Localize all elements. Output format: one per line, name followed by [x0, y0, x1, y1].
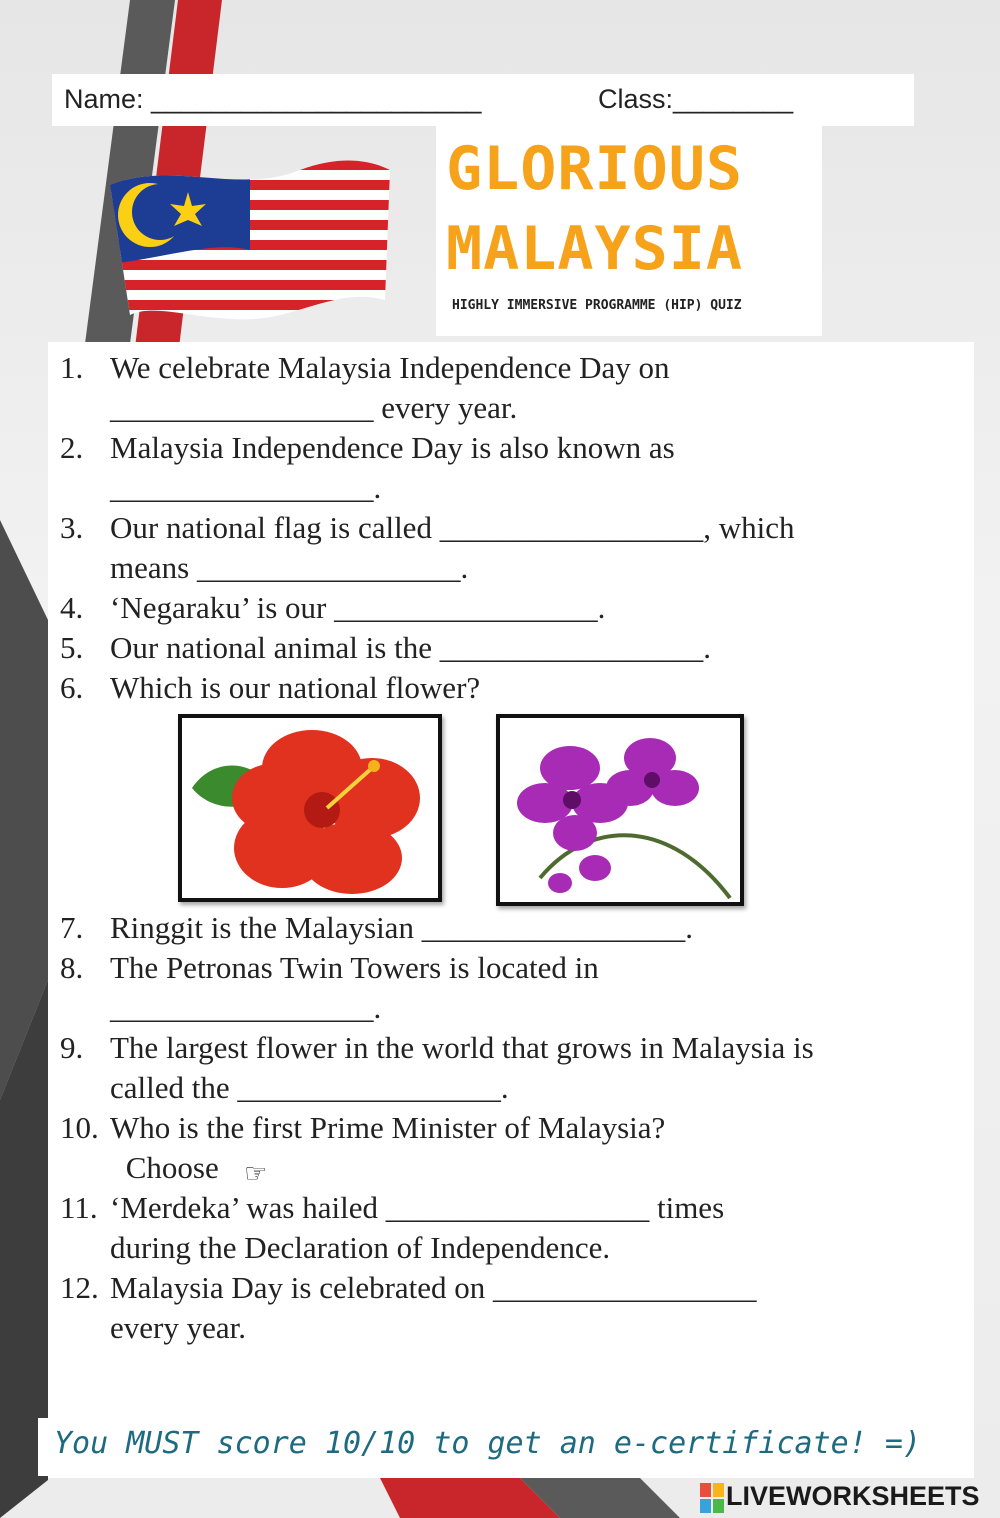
certificate-note	[38, 1418, 974, 1476]
question-text: Malaysia Independence Day is also known as	[110, 430, 675, 465]
malaysia-flag-icon	[100, 140, 400, 330]
question-number: 10.	[60, 1110, 99, 1145]
title-line-1: GLORIOUS	[446, 134, 743, 204]
question-text[interactable]: ‘Merdeka’ was hailed _________________ times	[110, 1190, 725, 1225]
question-number: 7.	[60, 910, 84, 945]
question-text[interactable]: ‘Negaraku’ is our _________________.	[110, 590, 606, 625]
question-number: 8.	[60, 950, 84, 985]
certificate-note-text: You MUST score 10/10 to get an e-certificate! =)	[54, 1426, 921, 1461]
question-text[interactable]: Our national animal is the _________________.	[110, 630, 711, 665]
question-number: 6.	[60, 670, 84, 705]
student-info-bar	[52, 74, 914, 126]
pointing-hand-icon[interactable]: ☞	[244, 1159, 268, 1189]
orchid-choice[interactable]	[496, 714, 744, 906]
question-text[interactable]: Ringgit is the Malaysian _________________.	[110, 910, 693, 945]
liveworksheets-logo-icon	[700, 1483, 724, 1513]
question-text: The largest flower in the world that grows in Malaysia is	[110, 1030, 814, 1065]
question-number: 3.	[60, 510, 84, 545]
question-text: Who is the first Prime Minister of Malaysia?	[110, 1110, 666, 1145]
question-text-cont: during the Declaration of Independence.	[110, 1230, 611, 1265]
question-text[interactable]: Our national flag is called _________________, which	[110, 510, 795, 545]
question-number: 5.	[60, 630, 84, 665]
answer-blank[interactable]: _________________.	[110, 470, 382, 505]
liveworksheets-brand-text: LIVEWORKSHEETS	[726, 1481, 980, 1511]
question-number: 1.	[60, 350, 84, 385]
answer-blank[interactable]: called the _________________.	[110, 1070, 509, 1105]
answer-blank[interactable]: means _________________.	[110, 550, 469, 585]
name-field-label[interactable]: Name: ______________________	[64, 84, 482, 114]
question-text[interactable]: Malaysia Day is celebrated on _________________	[110, 1270, 757, 1305]
title-line-2: MALAYSIA	[446, 214, 743, 284]
hibiscus-choice[interactable]	[178, 714, 442, 902]
quiz-title-box	[436, 126, 822, 336]
question-text: We celebrate Malaysia Independence Day on	[110, 350, 670, 385]
question-number: 2.	[60, 430, 84, 465]
orchid-image	[500, 718, 740, 902]
question-number: 4.	[60, 590, 84, 625]
question-text: The Petronas Twin Towers is located in	[110, 950, 599, 985]
choose-dropdown[interactable]: Choose	[118, 1150, 227, 1185]
title-subtitle: HIGHLY IMMERSIVE PROGRAMME (HIP) QUIZ	[452, 298, 742, 313]
answer-blank[interactable]: _________________ every year.	[110, 390, 518, 425]
answer-blank[interactable]: _________________.	[110, 990, 382, 1025]
question-number: 9.	[60, 1030, 84, 1065]
hibiscus-image	[182, 718, 438, 898]
question-panel	[48, 342, 974, 1478]
class-field-label[interactable]: Class:________	[598, 84, 794, 114]
question-number: 12.	[60, 1270, 99, 1305]
question-text: Which is our national flower?	[110, 670, 481, 705]
question-number: 11.	[60, 1190, 98, 1225]
question-text-cont: every year.	[110, 1310, 246, 1345]
